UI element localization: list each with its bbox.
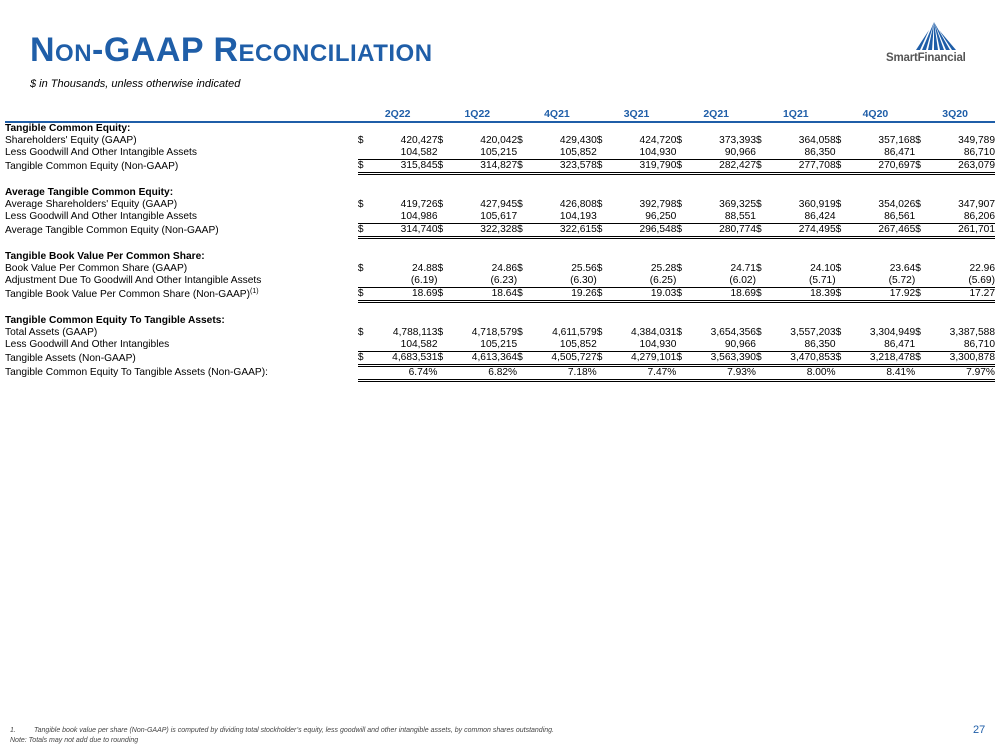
value-cell: 357,168 [878,135,916,146]
row-label [5,160,358,174]
value-cell: 280,774 [690,224,756,238]
row-label [5,327,358,339]
currency-symbol: $ [676,263,683,274]
currency-symbol: $ [755,135,762,146]
period-header: 3Q20 [915,106,995,122]
section-heading-filler [358,122,995,135]
value-cell: 427,945 [480,199,518,210]
value-cell: (5.71) [808,275,836,286]
currency-symbol: $ [597,352,611,366]
value-cell: 86,206 [963,211,995,222]
value-cell: 105,215 [480,339,518,350]
currency-symbol [676,275,690,288]
spacer-row [5,238,995,252]
currency-symbol: $ [915,288,929,302]
logo-text: SmartFinancial [886,52,966,64]
currency-symbol [358,211,372,224]
currency-symbol: $ [437,160,451,174]
value-cell: 419,726 [400,199,438,210]
value-cell: 4,683,531 [372,352,438,366]
row-label-text: Less Goodwill And Other Intangible Assets [5,211,197,223]
currency-symbol: $ [915,135,921,146]
page-subtitle: $ in Thousands, unless otherwise indicated [30,78,241,90]
currency-symbol: $ [915,199,921,210]
value-cell: 3,304,949 [869,327,916,338]
value-cell: 3,218,478 [850,352,916,366]
currency-symbol: $ [517,288,531,302]
value-cell: 4,788,113 [392,327,438,338]
table-row [5,199,995,211]
value-cell: 319,790 [611,160,677,174]
value-cell: 7.93% [690,366,756,381]
table-row [5,160,995,174]
currency-symbol: $ [676,288,690,302]
value-cell: (6.19) [410,275,438,286]
period-header: 4Q20 [836,106,916,122]
value-cell: 19.03 [611,288,677,302]
value-cell: 7.97% [929,366,995,381]
currency-symbol [597,366,611,381]
value-cell: 105,852 [559,339,597,350]
value-cell: 373,393 [719,135,756,146]
currency-symbol: $ [358,224,372,238]
currency-symbol: $ [357,327,364,338]
value-cell: 420,042 [480,135,518,146]
currency-symbol [597,275,611,288]
currency-symbol: $ [437,263,444,274]
currency-symbol: $ [358,160,372,174]
currency-symbol [756,211,770,224]
value-cell: 347,907 [958,199,995,210]
section-heading-filler [358,251,995,263]
value-cell: 18.69 [690,288,756,302]
currency-symbol [517,366,531,381]
currency-symbol: $ [836,224,850,238]
row-label-text: Tangible Assets (Non-GAAP) [5,352,136,364]
currency-symbol [358,366,372,381]
value-cell: 86,471 [884,339,916,350]
row-label-text: Tangible Common Equity (Non-GAAP) [5,160,179,172]
row-label-text: Less Goodwill And Other Intangible Assets [5,147,197,159]
currency-symbol: $ [835,135,842,146]
currency-symbol: $ [517,199,523,210]
currency-symbol [437,366,451,381]
value-cell: 349,789 [958,135,995,146]
value-cell: 86,710 [963,147,995,158]
currency-symbol: $ [596,327,603,338]
currency-symbol [517,339,531,352]
section-heading-filler [358,315,995,327]
value-cell: 104,582 [400,339,438,350]
section-heading-row [5,315,995,327]
value-cell: 426,808 [559,199,597,210]
value-cell: 4,611,579 [552,327,597,338]
value-cell: 104,193 [559,211,597,222]
value-cell: 104,986 [400,211,438,222]
reconciliation-table [5,106,995,382]
footnote-text: Tangible book value per share (Non-GAAP) is computed by dividing total stockholder’s equity, less goodwill and other intangible assets, by common shares outstanding. [34,727,554,734]
currency-symbol [756,275,770,288]
section-heading-filler [358,187,995,199]
currency-symbol: $ [517,327,523,338]
value-cell: 424,720 [639,135,677,146]
section-heading: Tangible Common Equity To Tangible Assets: [5,315,225,326]
currency-symbol [597,339,611,352]
value-cell: 8.00% [770,366,836,381]
value-cell: 88,551 [724,211,756,222]
currency-symbol: $ [835,263,842,274]
currency-symbol: $ [676,160,690,174]
row-label-text: Tangible Book Value Per Common Share (Non-GAAP) [5,288,250,300]
value-cell: 7.47% [611,366,677,381]
row-label [5,366,358,381]
value-cell: 86,561 [884,211,916,222]
value-cell: 3,563,390 [690,352,756,366]
currency-symbol [915,339,929,352]
currency-symbol: $ [358,288,372,302]
currency-symbol: $ [517,352,531,366]
value-cell: 86,424 [804,211,836,222]
currency-symbol [437,147,451,160]
currency-symbol: $ [835,199,842,210]
value-cell: 322,328 [451,224,517,238]
currency-symbol: $ [676,135,683,146]
value-cell: 267,465 [850,224,916,238]
currency-symbol [358,339,372,352]
row-label-text: Tangible Common Equity To Tangible Assets (Non-GAAP): [5,367,268,378]
period-header: 2Q21 [676,106,756,122]
period-header: 3Q21 [597,106,677,122]
value-cell: 25.56 [571,263,597,274]
value-cell: 261,701 [929,224,995,238]
currency-symbol [915,147,929,160]
currency-symbol: $ [755,199,762,210]
currency-symbol [358,275,372,288]
spacer-row [5,174,995,188]
value-cell: 314,827 [451,160,517,174]
currency-symbol: $ [517,160,531,174]
value-cell: 104,582 [400,147,438,158]
value-cell: 429,430 [559,135,597,146]
value-cell: 3,557,203 [790,327,836,338]
value-cell: 314,740 [372,224,438,238]
currency-symbol: $ [597,288,611,302]
currency-symbol: $ [357,199,364,210]
table-row [5,147,995,160]
value-cell: 296,548 [611,224,677,238]
currency-symbol: $ [836,160,850,174]
table-row [5,211,995,224]
currency-symbol [836,211,850,224]
value-cell: 6.82% [451,366,517,381]
header-label-cell [5,106,358,122]
currency-symbol: $ [915,352,929,366]
currency-symbol [836,366,850,381]
value-cell: 364,058 [798,135,836,146]
table-row [5,366,995,381]
currency-symbol: $ [437,327,444,338]
currency-symbol: $ [597,160,611,174]
period-header: 1Q21 [756,106,836,122]
value-cell: 105,617 [480,211,518,222]
currency-symbol: $ [756,288,770,302]
value-cell: 17.92 [850,288,916,302]
value-cell: 96,250 [645,211,677,222]
row-label-text: Shareholders' Equity (GAAP) [5,135,137,146]
currency-symbol [915,366,929,381]
spacer-cell [5,302,995,316]
table-row [5,275,995,288]
spacer-cell [5,238,995,252]
currency-symbol: $ [357,263,364,274]
currency-symbol [517,147,531,160]
value-cell: 7.18% [531,366,597,381]
value-cell: 315,845 [372,160,438,174]
currency-symbol [676,366,690,381]
section-heading: Tangible Common Equity: [5,123,131,134]
currency-symbol: $ [915,327,921,338]
row-label [5,275,358,288]
currency-symbol: $ [517,263,523,274]
value-cell: 90,966 [724,147,756,158]
currency-symbol [597,211,611,224]
currency-symbol: $ [756,160,770,174]
period-header: 4Q21 [517,106,597,122]
value-cell: 322,615 [531,224,597,238]
value-cell: 360,919 [798,199,836,210]
value-cell: 18.39 [770,288,836,302]
currency-symbol: $ [755,263,762,274]
rounding-note: Note: Totals may not add due to rounding [10,737,139,744]
section-heading: Tangible Book Value Per Common Share: [5,251,205,262]
value-cell: (6.30) [570,275,597,286]
currency-symbol: $ [915,160,929,174]
value-cell: 4,613,364 [451,352,517,366]
row-label [5,147,358,160]
page-title: Non-GAAP Reconciliation [30,31,433,69]
value-cell: 86,710 [963,339,995,350]
currency-symbol [517,211,531,224]
row-label [5,224,358,238]
value-cell: 8.41% [850,366,916,381]
currency-symbol [437,211,451,224]
spacer-row [5,302,995,316]
currency-symbol: $ [835,327,842,338]
value-cell: 19.26 [531,288,597,302]
value-cell: (6.02) [729,275,756,286]
section-heading-row [5,251,995,263]
value-cell: 4,718,579 [471,327,518,338]
currency-symbol [836,275,850,288]
value-cell: 104,930 [639,147,677,158]
currency-symbol [437,339,451,352]
currency-symbol: $ [915,263,921,274]
row-label [5,352,358,366]
table-row [5,352,995,366]
currency-symbol: $ [596,263,603,274]
value-cell: 24.88 [411,263,438,274]
row-label [5,199,358,211]
value-cell: 282,427 [690,160,756,174]
currency-symbol [756,147,770,160]
row-label-text: Average Shareholders' Equity (GAAP) [5,199,178,210]
table-row [5,263,995,275]
value-cell: 4,505,727 [531,352,597,366]
value-cell: 392,798 [639,199,677,210]
value-cell: 86,350 [804,147,836,158]
currency-symbol [437,275,451,288]
period-header: 1Q22 [437,106,517,122]
row-label-text: Book Value Per Common Share (GAAP) [5,263,188,274]
value-cell: 4,384,031 [631,327,677,338]
value-cell: (6.23) [490,275,518,286]
value-cell: 24.10 [810,263,836,274]
currency-symbol: $ [676,352,690,366]
value-cell: 104,930 [639,339,677,350]
value-cell: 369,325 [719,199,756,210]
currency-symbol: $ [915,224,929,238]
value-cell: 105,852 [559,147,597,158]
row-label-text: Average Tangible Common Equity (Non-GAAP) [5,224,219,236]
currency-symbol [676,339,690,352]
currency-symbol [915,275,929,288]
currency-symbol: $ [437,224,451,238]
row-label [5,211,358,224]
value-cell: 86,350 [804,339,836,350]
currency-symbol: $ [437,288,451,302]
table-row [5,224,995,238]
value-cell: 3,300,878 [929,352,995,366]
section-heading: Average Tangible Common Equity: [5,187,174,198]
value-cell: 105,215 [480,147,518,158]
value-cell: 420,427 [400,135,438,146]
value-cell: 3,654,356 [710,327,756,338]
spacer-cell [5,174,995,188]
currency-symbol: $ [517,135,523,146]
value-cell: (5.72) [888,275,916,286]
footnote-reference: (1) [250,287,259,295]
row-label [5,263,358,275]
value-cell: 3,387,588 [949,327,995,338]
currency-symbol [915,211,929,224]
currency-symbol [836,339,850,352]
value-cell: 25.28 [650,263,677,274]
value-cell: 24.86 [491,263,518,274]
value-cell: 90,966 [724,339,756,350]
currency-symbol [676,147,690,160]
row-label-text: Adjustment Due To Goodwill And Other Intangible Assets [5,275,262,287]
value-cell: 18.69 [372,288,438,302]
currency-symbol: $ [756,352,770,366]
period-header-row [5,106,995,122]
currency-symbol [756,339,770,352]
table-row [5,135,995,147]
currency-symbol: $ [358,352,372,366]
value-cell: 86,471 [884,147,916,158]
currency-symbol [597,147,611,160]
currency-symbol [836,147,850,160]
value-cell: 4,279,101 [611,352,677,366]
value-cell: (6.25) [649,275,677,286]
value-cell: 18.64 [451,288,517,302]
page-number: 27 [973,724,986,736]
currency-symbol: $ [596,199,603,210]
currency-symbol: $ [756,224,770,238]
value-cell: 22.96 [969,263,995,274]
currency-symbol [676,211,690,224]
value-cell: 23.64 [889,263,916,274]
currency-symbol [517,275,531,288]
row-label-text: Less Goodwill And Other Intangibles [5,339,170,351]
value-cell: 354,026 [878,199,916,210]
currency-symbol: $ [437,352,451,366]
value-cell: 277,708 [770,160,836,174]
currency-symbol: $ [596,135,603,146]
section-heading-row [5,122,995,135]
footnote-number: 1. [10,727,16,734]
section-heading-row [5,187,995,199]
currency-symbol: $ [437,135,444,146]
row-label [5,339,358,352]
value-cell: (5.69) [968,275,995,286]
currency-symbol: $ [836,288,850,302]
value-cell: 263,079 [929,160,995,174]
table-row [5,288,995,302]
currency-symbol [756,366,770,381]
currency-symbol: $ [755,327,762,338]
currency-symbol: $ [676,224,690,238]
value-cell: 270,697 [850,160,916,174]
value-cell: 24.71 [730,263,756,274]
currency-symbol: $ [676,199,683,210]
currency-symbol: $ [676,327,683,338]
currency-symbol: $ [517,224,531,238]
currency-symbol: $ [437,199,444,210]
period-header: 2Q22 [358,106,438,122]
value-cell: 3,470,853 [770,352,836,366]
value-cell: 274,495 [770,224,836,238]
currency-symbol: $ [836,352,850,366]
table-row [5,327,995,339]
currency-symbol: $ [597,224,611,238]
currency-symbol [358,147,372,160]
value-cell: 323,578 [531,160,597,174]
value-cell: 17.27 [929,288,995,302]
table-row [5,339,995,352]
currency-symbol: $ [357,135,364,146]
row-label [5,288,358,302]
row-label [5,135,358,147]
row-label-text: Total Assets (GAAP) [5,327,98,338]
value-cell: 6.74% [372,366,438,381]
footnote [10,727,554,734]
